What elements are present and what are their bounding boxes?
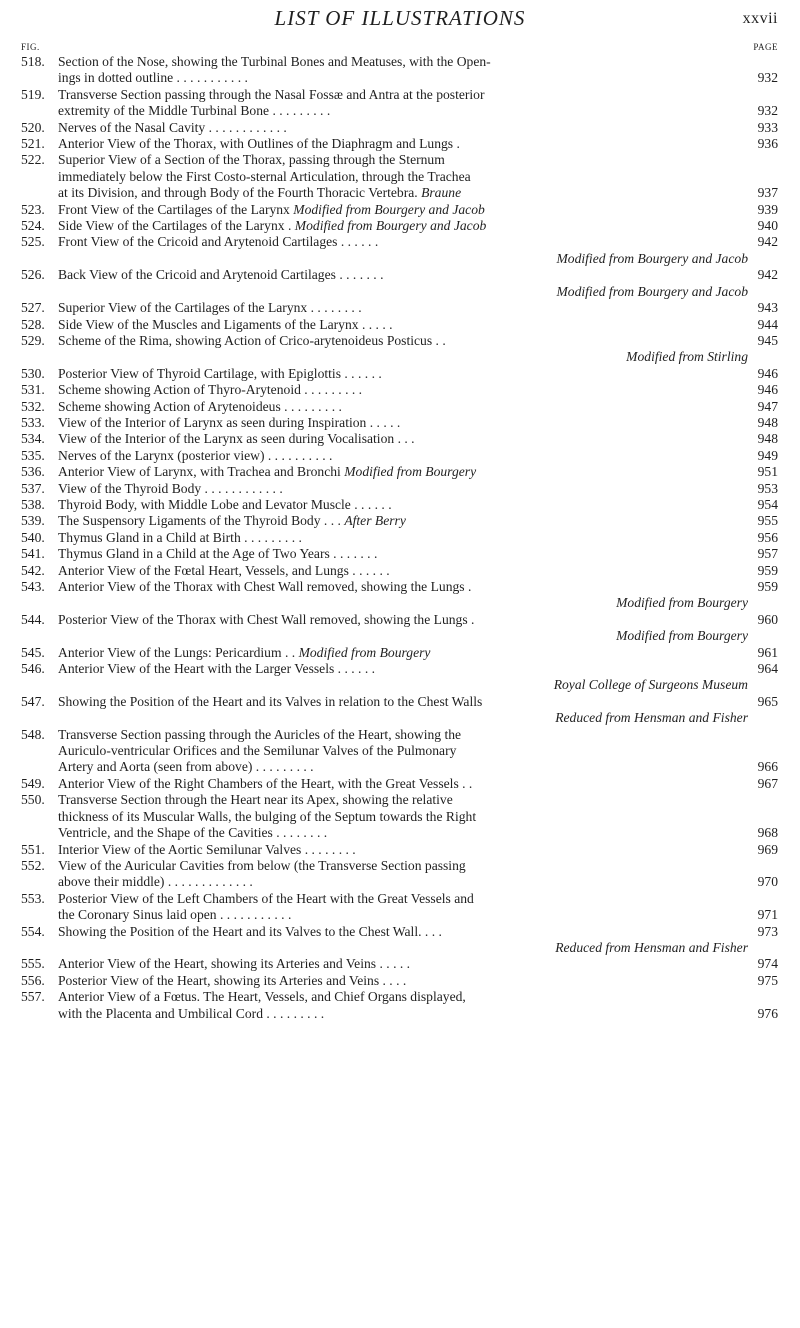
list-item <box>0 792 800 841</box>
list-item <box>0 694 800 727</box>
entry-text: Thymus Gland in a Child at the Age of Two Years . . . . . . . <box>58 546 378 562</box>
page-ref: 933 <box>757 119 778 135</box>
entry-text: Side View of the Cartilages of the Larynx . <box>58 218 292 234</box>
entry-line <box>0 792 800 808</box>
page-ref: 948 <box>757 431 778 447</box>
entry-text: extremity of the Middle Turbinal Bone . . . . . . . . . <box>58 103 331 119</box>
list-item <box>0 448 800 464</box>
page-ref: 957 <box>757 546 778 562</box>
page-ref: 973 <box>757 923 778 939</box>
entry-text: The Suspensory Ligaments of the Thyroid Body . . . <box>58 513 341 529</box>
source-attribution: Reduced from Hensman and Fisher <box>555 710 748 726</box>
figure-number: 525. <box>21 234 45 250</box>
page-ref: 968 <box>757 825 778 841</box>
list-item <box>0 776 800 792</box>
entry-line <box>0 382 800 398</box>
figure-number: 546. <box>21 661 45 677</box>
entry-line <box>0 546 800 562</box>
entry-text: Side View of the Muscles and Ligaments of the Larynx . . . . . <box>58 316 393 332</box>
source-attribution: Modified from Bourgery <box>344 464 477 480</box>
page-ref: 974 <box>757 956 778 972</box>
entry-line <box>0 234 800 250</box>
entry-line <box>0 136 800 152</box>
entry-text: View of the Auricular Cavities from below (the Transverse Section passing <box>58 857 466 873</box>
figure-number: 532. <box>21 398 45 414</box>
list-item <box>0 54 800 87</box>
figure-number: 518. <box>21 54 45 69</box>
page-ref: 961 <box>757 644 778 660</box>
entry-line <box>0 727 800 743</box>
figure-number: 529. <box>21 332 45 348</box>
entry-line <box>0 267 800 283</box>
page-number: xxvii <box>742 10 778 27</box>
figure-number: 547. <box>21 693 45 709</box>
figure-number: 534. <box>21 431 45 447</box>
figure-number: 521. <box>21 136 45 152</box>
list-item <box>0 382 800 398</box>
page-ref: 966 <box>757 759 778 775</box>
illustration-list <box>0 54 800 1022</box>
entry-text: Transverse Section through the Heart near its Apex, showing the relative <box>58 792 453 808</box>
entry-line <box>0 103 800 119</box>
entry-line <box>0 185 800 201</box>
entry-line <box>0 612 800 628</box>
entry-text: Anterior View of the Heart, showing its Arteries and Veins . . . . . <box>58 956 411 972</box>
entry-line <box>0 694 800 710</box>
entry-text: Nerves of the Larynx (posterior view) . . . . . . . . . . <box>58 447 333 463</box>
figure-number: 548. <box>21 726 45 742</box>
list-item <box>0 234 800 267</box>
entry-line <box>0 907 800 923</box>
source-attribution: Modified from Bourgery and Jacob <box>556 283 748 299</box>
page-ref: 937 <box>757 185 778 201</box>
page-ref: 976 <box>757 1005 778 1021</box>
entry-text: Nerves of the Nasal Cavity . . . . . . . . . . . . <box>58 119 287 135</box>
list-item <box>0 431 800 447</box>
page-ref: 954 <box>757 496 778 512</box>
source-attribution: Royal College of Surgeons Museum <box>553 677 748 693</box>
page-ref: 946 <box>757 382 778 398</box>
entry-text: Anterior View of the Thorax, with Outlines of the Diaphragm and Lungs . <box>58 136 460 152</box>
page-ref: 932 <box>757 70 778 86</box>
list-item <box>0 645 800 661</box>
entry-line <box>0 70 800 86</box>
figure-number: 524. <box>21 218 45 234</box>
figure-number: 527. <box>21 300 45 316</box>
entry-line <box>0 809 800 825</box>
entry-line <box>0 989 800 1005</box>
figure-number: 545. <box>21 644 45 660</box>
page-ref: 964 <box>757 661 778 677</box>
page-header-title: LIST OF ILLUSTRATIONS <box>274 6 526 30</box>
page-ref: 967 <box>757 775 778 791</box>
page-ref: 936 <box>757 136 778 152</box>
list-item <box>0 202 800 218</box>
page-ref: 947 <box>757 398 778 414</box>
entry-text: Posterior View of Thyroid Cartilage, with Epiglottis . . . . . . <box>58 365 382 381</box>
page-ref: 953 <box>757 480 778 496</box>
list-item <box>0 973 800 989</box>
entry-text: View of the Interior of Larynx as seen during Inspiration . . . . . <box>58 414 401 430</box>
entry-text: the Coronary Sinus laid open . . . . . . . . . . . <box>58 907 292 923</box>
entry-line <box>0 825 800 841</box>
entry-text: Section of the Nose, showing the Turbinal Bones and Meatuses, with the Open- <box>58 54 491 69</box>
figure-number: 557. <box>21 989 45 1005</box>
list-item <box>0 579 800 612</box>
source-attribution: Modified from Bourgery <box>616 595 748 611</box>
source-attribution: Modified from Bourgery and Jacob <box>294 218 487 234</box>
entry-text: View of the Interior of the Larynx as seen during Vocalisation . . . <box>58 431 415 447</box>
figure-number: 551. <box>21 841 45 857</box>
entry-text: Anterior View of the Heart with the Larger Vessels . . . . . . <box>58 661 376 677</box>
list-item <box>0 612 800 645</box>
list-item <box>0 333 800 366</box>
entry-text: thickness of its Muscular Walls, the bulging of the Septum towards the Right <box>58 808 477 824</box>
entry-line <box>0 481 800 497</box>
entry-line <box>0 218 800 234</box>
entry-line <box>0 956 800 972</box>
entry-line <box>0 743 800 759</box>
entry-line <box>0 513 800 529</box>
figure-number: 542. <box>21 562 45 578</box>
page-ref: 932 <box>757 103 778 119</box>
entry-line <box>0 464 800 480</box>
page-ref: 939 <box>757 201 778 217</box>
entry-line <box>0 300 800 316</box>
page-ref: 960 <box>757 611 778 627</box>
list-item <box>0 924 800 957</box>
list-item <box>0 87 800 120</box>
list-item <box>0 530 800 546</box>
page-ref: 942 <box>757 267 778 283</box>
entry-line <box>0 202 800 218</box>
figure-number: 538. <box>21 496 45 512</box>
page-ref: 969 <box>757 841 778 857</box>
entry-text: Ventricle, and the Shape of the Cavities . . . . . . . . <box>58 825 328 841</box>
list-item <box>0 727 800 776</box>
entry-line <box>0 530 800 546</box>
entry-text: Showing the Position of the Heart and its Valves in relation to the Chest Walls <box>58 693 483 709</box>
figure-number: 533. <box>21 414 45 430</box>
entry-text: Anterior View of a Fœtus. The Heart, Vessels, and Chief Organs displayed, <box>58 989 466 1005</box>
entry-text: Posterior View of the Heart, showing its Arteries and Veins . . . . <box>58 972 407 988</box>
figure-number: 526. <box>21 267 45 283</box>
list-item <box>0 481 800 497</box>
page-ref: 948 <box>757 414 778 430</box>
source-attribution: Modified from Bourgery and Jacob <box>556 250 748 266</box>
list-item <box>0 661 800 694</box>
list-item <box>0 136 800 152</box>
figure-number: 531. <box>21 382 45 398</box>
entry-text: Scheme of the Rima, showing Action of Crico-arytenoideus Posticus . . <box>58 332 446 348</box>
page-ref: 965 <box>757 693 778 709</box>
entry-text: Anterior View of Larynx, with Trachea and Bronchi <box>58 464 341 480</box>
page-ref: 943 <box>757 300 778 316</box>
source-attribution: Modified from Bourgery <box>298 644 431 660</box>
figure-number: 550. <box>21 792 45 808</box>
page-ref: 975 <box>757 972 778 988</box>
entry-text: Anterior View of the Thorax with Chest Wall removed, showing the Lungs . <box>58 579 472 594</box>
source-attribution: Modified from Bourgery and Jacob <box>293 201 485 217</box>
list-item <box>0 267 800 300</box>
entry-text: Artery and Aorta (seen from above) . . . . . . . . . <box>58 759 314 775</box>
page-ref: 940 <box>757 218 778 234</box>
entry-text: Scheme showing Action of Thyro-Arytenoid . . . . . . . . . <box>58 382 363 398</box>
figure-number: 536. <box>21 464 45 480</box>
entry-line <box>0 891 800 907</box>
figure-number: 522. <box>21 152 45 168</box>
list-item <box>0 464 800 480</box>
entry-line <box>0 497 800 513</box>
list-item <box>0 300 800 316</box>
entry-line <box>0 333 800 349</box>
entry-text: Transverse Section passing through the Nasal Fossæ and Antra at the posterior <box>58 86 485 102</box>
entry-text: Anterior View of the Right Chambers of the Heart, with the Great Vessels . . <box>58 775 473 791</box>
entry-line <box>0 366 800 382</box>
page-ref: 945 <box>757 332 778 348</box>
source-attribution: Modified from Stirling <box>626 349 748 365</box>
entry-line <box>0 448 800 464</box>
page-ref: 946 <box>757 365 778 381</box>
source-attribution: Reduced from Hensman and Fisher <box>555 939 748 955</box>
list-item <box>0 563 800 579</box>
entry-line <box>0 87 800 103</box>
entry-text: above their middle) . . . . . . . . . . . . . <box>58 874 253 890</box>
figure-number: 520. <box>21 119 45 135</box>
entry-text: Thymus Gland in a Child at Birth . . . . . . . . . <box>58 529 302 545</box>
page-ref: 956 <box>757 529 778 545</box>
page-ref: 959 <box>757 579 778 594</box>
page-ref: 942 <box>757 234 778 250</box>
page-ref: 971 <box>757 907 778 923</box>
entry-text: Interior View of the Aortic Semilunar Valves . . . . . . . . <box>58 841 356 857</box>
figure-number: 523. <box>21 201 45 217</box>
list-item <box>0 956 800 972</box>
entry-text: Anterior View of the Lungs: Pericardium . . <box>58 644 296 660</box>
page-ref: 955 <box>757 513 778 529</box>
figure-number: 544. <box>21 611 45 627</box>
entry-line <box>0 1006 800 1022</box>
entry-line <box>0 776 800 792</box>
figure-number: 553. <box>21 890 45 906</box>
page-ref: 949 <box>757 447 778 463</box>
entry-text: Transverse Section passing through the Auricles of the Heart, showing the <box>58 726 462 742</box>
entry-text: Showing the Position of the Heart and its Valves to the Chest Wall. . . . <box>58 923 442 939</box>
entry-line <box>0 54 800 70</box>
entry-text: with the Placenta and Umbilical Cord . . . . . . . . . <box>58 1005 325 1021</box>
list-item <box>0 152 800 201</box>
list-item <box>0 891 800 924</box>
entry-text: ings in dotted outline . . . . . . . . . . . <box>58 70 248 86</box>
entry-text: Superior View of a Section of the Thorax, passing through the Sternum <box>58 152 445 168</box>
entry-line <box>0 759 800 775</box>
entry-line <box>0 874 800 890</box>
list-item <box>0 842 800 858</box>
list-item <box>0 513 800 529</box>
figure-number: 543. <box>21 579 45 594</box>
page-column-label: PAGE <box>753 42 778 52</box>
list-item <box>0 317 800 333</box>
entry-line <box>0 169 800 185</box>
list-item <box>0 399 800 415</box>
figure-number: 519. <box>21 86 45 102</box>
fig-column-label: FIG. <box>21 42 40 52</box>
entry-line <box>0 858 800 874</box>
page-ref: 959 <box>757 562 778 578</box>
entry-line <box>0 579 800 595</box>
figure-number: 530. <box>21 365 45 381</box>
figure-number: 541. <box>21 546 45 562</box>
entry-text: Auriculo-ventricular Orifices and the Semilunar Valves of the Pulmonary <box>58 743 457 759</box>
entry-text: View of the Thyroid Body . . . . . . . . . . . . <box>58 480 283 496</box>
list-item <box>0 120 800 136</box>
entry-text: Back View of the Cricoid and Arytenoid Cartilages . . . . . . . <box>58 267 384 283</box>
entry-text: Scheme showing Action of Arytenoideus . . . . . . . . . <box>58 398 342 414</box>
entry-line <box>0 152 800 168</box>
figure-number: 535. <box>21 447 45 463</box>
entry-line <box>0 431 800 447</box>
entry-line <box>0 842 800 858</box>
entry-text: Front View of the Cricoid and Arytenoid Cartilages . . . . . . <box>58 234 379 250</box>
entry-text: immediately below the First Costo-sternal Articulation, through the Trachea <box>58 168 471 184</box>
list-item <box>0 497 800 513</box>
list-item <box>0 546 800 562</box>
entry-text: Front View of the Cartilages of the Larynx <box>58 201 290 217</box>
entry-text: Anterior View of the Fœtal Heart, Vessels, and Lungs . . . . . . <box>58 562 390 578</box>
entry-line <box>0 120 800 136</box>
entry-text: Superior View of the Cartilages of the Larynx . . . . . . . . <box>58 300 362 316</box>
list-item <box>0 989 800 1022</box>
figure-number: 552. <box>21 857 45 873</box>
entry-text: Posterior View of the Left Chambers of the Heart with the Great Vessels and <box>58 890 474 906</box>
page-ref: 951 <box>757 464 778 480</box>
page-ref: 944 <box>757 316 778 332</box>
figure-number: 549. <box>21 775 45 791</box>
entry-line <box>0 924 800 940</box>
list-item <box>0 218 800 234</box>
entry-text: Thyroid Body, with Middle Lobe and Levator Muscle . . . . . . <box>58 496 392 512</box>
figure-number: 556. <box>21 972 45 988</box>
entry-line <box>0 973 800 989</box>
entry-line <box>0 645 800 661</box>
figure-number: 537. <box>21 480 45 496</box>
page-ref: 970 <box>757 874 778 890</box>
source-attribution: Braune <box>421 185 462 201</box>
entry-line <box>0 399 800 415</box>
list-item <box>0 366 800 382</box>
entry-line <box>0 661 800 677</box>
list-item <box>0 415 800 431</box>
entry-line <box>0 317 800 333</box>
entry-line <box>0 415 800 431</box>
figure-number: 540. <box>21 529 45 545</box>
figure-number: 554. <box>21 923 45 939</box>
figure-number: 528. <box>21 316 45 332</box>
figure-number: 539. <box>21 513 45 529</box>
list-item <box>0 858 800 891</box>
entry-text: at its Division, and through Body of the Fourth Thoracic Vertebra. <box>58 185 418 201</box>
entry-text: Posterior View of the Thorax with Chest Wall removed, showing the Lungs . <box>58 611 475 627</box>
entry-line <box>0 563 800 579</box>
source-attribution: After Berry <box>344 513 406 529</box>
source-attribution: Modified from Bourgery <box>616 628 748 644</box>
figure-number: 555. <box>21 956 45 972</box>
